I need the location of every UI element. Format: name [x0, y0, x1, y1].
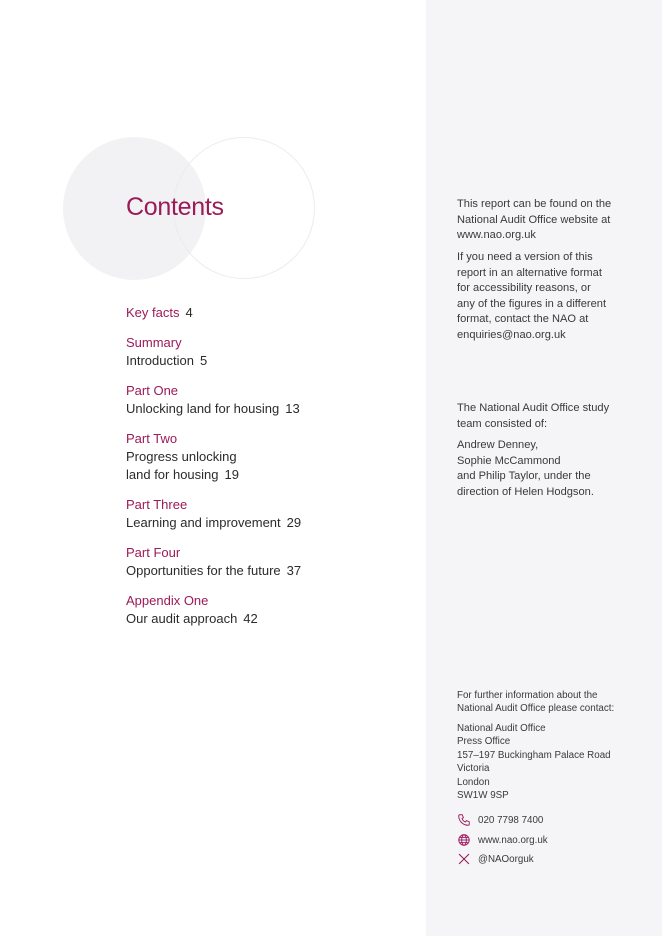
table-of-contents — [126, 304, 386, 640]
further-info-text: For further information about the National Audit Office please contact: — [457, 690, 615, 715]
toc-page: 13 — [285, 401, 300, 416]
phone-icon — [457, 813, 471, 827]
toc-entry-part-two[interactable] — [126, 430, 386, 484]
page-title: Contents — [126, 193, 224, 221]
toc-entry-key-facts[interactable] — [126, 304, 386, 322]
toc-entry-part-one[interactable] — [126, 382, 386, 418]
address-block: National Audit Office Press Office 157–197 Buckingham Palace Road Victoria London SW1W 9SP — [457, 723, 611, 802]
toc-heading[interactable]: Part Four — [126, 545, 181, 560]
toc-heading[interactable]: Appendix One — [126, 593, 209, 608]
social-row[interactable] — [457, 852, 534, 866]
team-members-text: Andrew Denney, Sophie McCammond and Philip Taylor, under the direction of Helen Hodgson. — [457, 439, 594, 498]
email-link[interactable]: enquiries@nao.org.uk — [457, 328, 566, 341]
toc-page: 42 — [243, 611, 258, 626]
toc-entry-summary[interactable] — [126, 334, 386, 370]
toc-subtitle: Introduction 5 — [126, 353, 208, 368]
toc-heading[interactable]: Part Two — [126, 431, 178, 446]
x-twitter-icon — [457, 852, 471, 866]
toc-subtitle: Learning and improvement 29 — [126, 515, 302, 530]
website-link[interactable]: www.nao.org.uk — [457, 229, 536, 242]
report-location-text: This report can be found on the National Audit Office website at www.nao.org.uk — [457, 197, 637, 244]
toc-entry-appendix-one[interactable] — [126, 592, 386, 628]
toc-heading[interactable]: Part One — [126, 383, 179, 398]
toc-entry-part-three[interactable] — [126, 496, 386, 532]
toc-page: 29 — [286, 515, 302, 530]
team-intro-text: The National Audit Office study team consisted of: — [457, 402, 610, 430]
toc-subtitle: Unlocking land for housing 13 — [126, 401, 300, 416]
website-row[interactable] — [457, 833, 548, 847]
toc-subtitle: Our audit approach 42 — [126, 611, 258, 626]
toc-subtitle-line1: Progress unlocking — [126, 449, 237, 464]
phone-number[interactable]: 020 7798 7400 — [478, 814, 544, 826]
accessibility-text: If you need a version of this report in an alternative format for accessibility reasons, or any of the figures in a different format, contact the NAO at enquiries@nao.org.uk — [457, 250, 637, 344]
toc-subtitle: Opportunities for the future 37 — [126, 563, 302, 578]
toc-page: 5 — [199, 353, 208, 368]
toc-subtitle: land for housing 19 — [126, 467, 239, 482]
globe-icon — [457, 833, 471, 847]
toc-heading[interactable]: Summary — [126, 335, 182, 350]
toc-page: 37 — [286, 563, 302, 578]
phone-row[interactable] — [457, 813, 543, 827]
toc-heading[interactable]: Part Three — [126, 497, 188, 512]
social-handle[interactable]: @NAOorguk — [478, 853, 534, 865]
toc-page: 4 — [185, 305, 193, 320]
toc-heading[interactable]: Key facts — [126, 305, 180, 320]
toc-entry-part-four[interactable] — [126, 544, 386, 580]
website-link[interactable]: www.nao.org.uk — [478, 834, 548, 846]
toc-page: 19 — [224, 467, 239, 482]
